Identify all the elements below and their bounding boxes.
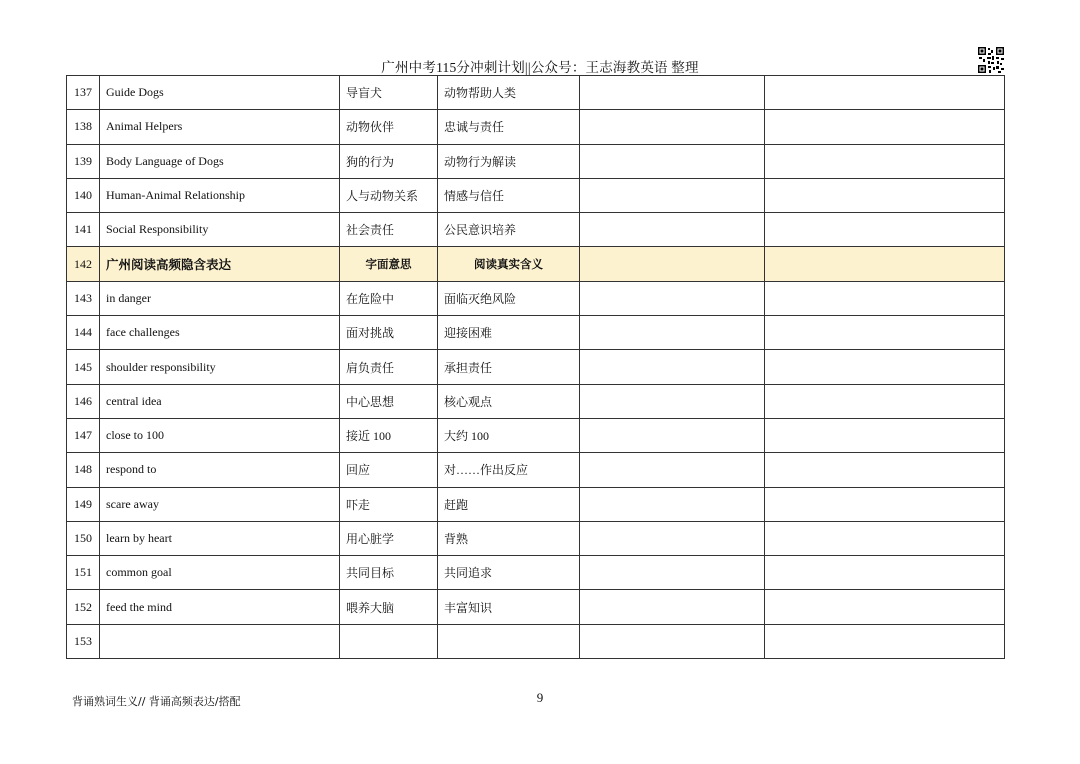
literal-meaning: 狗的行为 (340, 144, 438, 178)
table-row (67, 281, 1005, 315)
english-expression: central idea (100, 384, 340, 418)
page-header-title: 广州中考115分冲刺计划||公众号：王志海教英语 整理 (381, 60, 699, 75)
table-row (67, 110, 1005, 144)
literal-meaning: 共同目标 (340, 556, 438, 590)
qr-code-icon (977, 46, 1005, 74)
row-number: 151 (67, 556, 100, 590)
literal-meaning: 导盲犬 (340, 76, 438, 110)
english-expression: Human-Animal Relationship (100, 178, 340, 212)
row-number: 138 (67, 110, 100, 144)
literal-meaning: 喂养大脑 (340, 590, 438, 624)
notes-cell-2 (765, 350, 1005, 384)
row-number: 137 (67, 76, 100, 110)
notes-cell (580, 281, 765, 315)
literal-meaning: 字面意思 (340, 247, 438, 281)
notes-cell-2 (765, 281, 1005, 315)
english-expression: Animal Helpers (100, 110, 340, 144)
table-row (67, 521, 1005, 555)
table-row (67, 453, 1005, 487)
row-number: 149 (67, 487, 100, 521)
english-expression: face challenges (100, 316, 340, 350)
english-expression: shoulder responsibility (100, 350, 340, 384)
table-row (67, 76, 1005, 110)
english-expression: close to 100 (100, 418, 340, 452)
row-number: 153 (67, 624, 100, 658)
real-meaning: 对……作出反应 (438, 453, 580, 487)
literal-meaning: 人与动物关系 (340, 178, 438, 212)
row-number: 144 (67, 316, 100, 350)
notes-cell-2 (765, 556, 1005, 590)
real-meaning: 情感与信任 (438, 178, 580, 212)
table-row (67, 590, 1005, 624)
notes-cell-2 (765, 213, 1005, 247)
literal-meaning: 动物伙伴 (340, 110, 438, 144)
notes-cell-2 (765, 76, 1005, 110)
literal-meaning: 吓走 (340, 487, 438, 521)
table-row (67, 624, 1005, 658)
notes-cell (580, 213, 765, 247)
table-row (67, 350, 1005, 384)
literal-meaning: 在危险中 (340, 281, 438, 315)
notes-cell (580, 418, 765, 452)
notes-cell (580, 76, 765, 110)
english-expression: Guide Dogs (100, 76, 340, 110)
row-number: 139 (67, 144, 100, 178)
notes-cell-2 (765, 418, 1005, 452)
row-number: 147 (67, 418, 100, 452)
english-expression: common goal (100, 556, 340, 590)
notes-cell (580, 110, 765, 144)
notes-cell (580, 316, 765, 350)
row-number: 140 (67, 178, 100, 212)
real-meaning: 大约 100 (438, 418, 580, 452)
notes-cell (580, 144, 765, 178)
real-meaning: 忠诚与责任 (438, 110, 580, 144)
section-header-row (67, 247, 1005, 281)
real-meaning: 承担责任 (438, 350, 580, 384)
notes-cell-2 (765, 144, 1005, 178)
table-row (67, 316, 1005, 350)
page-number: 9 (536, 690, 544, 705)
english-expression: Social Responsibility (100, 213, 340, 247)
real-meaning: 动物行为解读 (438, 144, 580, 178)
notes-cell-2 (765, 590, 1005, 624)
english-expression: in danger (100, 281, 340, 315)
vocabulary-table (66, 75, 1005, 659)
vocabulary-table-body (67, 76, 1005, 659)
footer-note: 背诵熟词生义// 背诵高频表达/搭配 (72, 695, 241, 708)
table-row (67, 213, 1005, 247)
english-expression: Body Language of Dogs (100, 144, 340, 178)
real-meaning: 阅读真实含义 (438, 247, 580, 281)
real-meaning: 公民意识培养 (438, 213, 580, 247)
literal-meaning (340, 624, 438, 658)
real-meaning: 共同追求 (438, 556, 580, 590)
table-row (67, 384, 1005, 418)
real-meaning (438, 624, 580, 658)
notes-cell-2 (765, 521, 1005, 555)
table-row (67, 556, 1005, 590)
notes-cell (580, 350, 765, 384)
table-row (67, 487, 1005, 521)
notes-cell-2 (765, 247, 1005, 281)
real-meaning: 丰富知识 (438, 590, 580, 624)
real-meaning: 动物帮助人类 (438, 76, 580, 110)
notes-cell-2 (765, 487, 1005, 521)
real-meaning: 赶跑 (438, 487, 580, 521)
notes-cell-2 (765, 316, 1005, 350)
row-number: 141 (67, 213, 100, 247)
row-number: 145 (67, 350, 100, 384)
notes-cell (580, 247, 765, 281)
notes-cell-2 (765, 624, 1005, 658)
literal-meaning: 中心思想 (340, 384, 438, 418)
row-number: 143 (67, 281, 100, 315)
literal-meaning: 接近 100 (340, 418, 438, 452)
literal-meaning: 回应 (340, 453, 438, 487)
notes-cell (580, 624, 765, 658)
row-number: 148 (67, 453, 100, 487)
english-expression: 广州阅读高频隐含表达 (100, 247, 340, 281)
row-number: 142 (67, 247, 100, 281)
table-row (67, 418, 1005, 452)
real-meaning: 核心观点 (438, 384, 580, 418)
row-number: 152 (67, 590, 100, 624)
literal-meaning: 面对挑战 (340, 316, 438, 350)
english-expression: learn by heart (100, 521, 340, 555)
english-expression: respond to (100, 453, 340, 487)
english-expression: feed the mind (100, 590, 340, 624)
row-number: 146 (67, 384, 100, 418)
notes-cell-2 (765, 110, 1005, 144)
notes-cell-2 (765, 178, 1005, 212)
english-expression: scare away (100, 487, 340, 521)
notes-cell (580, 178, 765, 212)
notes-cell-2 (765, 453, 1005, 487)
notes-cell (580, 453, 765, 487)
row-number: 150 (67, 521, 100, 555)
literal-meaning: 用心脏学 (340, 521, 438, 555)
notes-cell (580, 487, 765, 521)
notes-cell-2 (765, 384, 1005, 418)
notes-cell (580, 521, 765, 555)
notes-cell (580, 590, 765, 624)
real-meaning: 背熟 (438, 521, 580, 555)
real-meaning: 面临灭绝风险 (438, 281, 580, 315)
table-row (67, 178, 1005, 212)
english-expression (100, 624, 340, 658)
literal-meaning: 社会责任 (340, 213, 438, 247)
notes-cell (580, 384, 765, 418)
notes-cell (580, 556, 765, 590)
real-meaning: 迎接困难 (438, 316, 580, 350)
table-row (67, 144, 1005, 178)
literal-meaning: 肩负责任 (340, 350, 438, 384)
